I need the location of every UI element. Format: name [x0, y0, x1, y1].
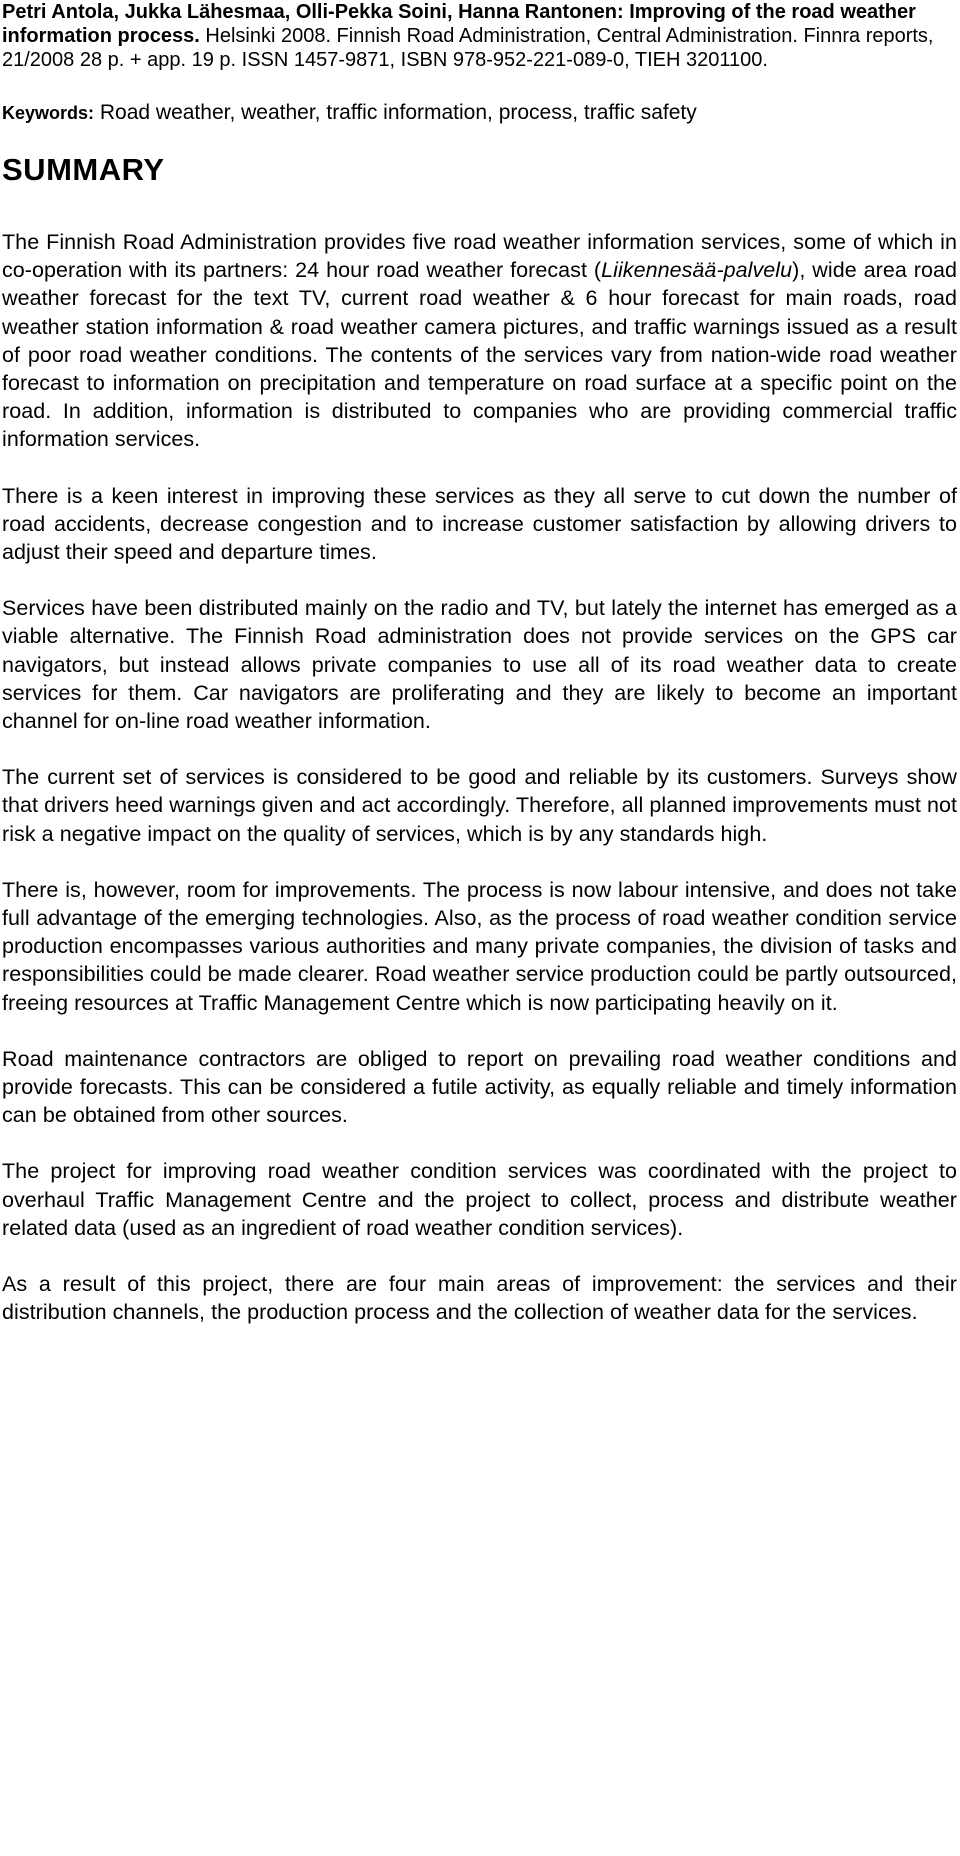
summary-paragraph-2: There is a keen interest in improving these services as they all serve to cut down the number of road accidents, decrease congestion and to increase customer satisfaction by allowing drivers to adjust their speed and departure times. [2, 483, 957, 565]
summary-paragraph-6: Road maintenance contractors are obliged to report on prevailing road weather conditions and provide forecasts. This can be considered a futile activity, as equally reliable and timely information can be obtained from other sources. [2, 1046, 957, 1128]
summary-paragraph-3: Services have been distributed mainly on the radio and TV, but lately the internet has emerged as a viable alternative. The Finnish Road administration does not provide services on the GPS car navigators, but instead allows private companies to use all of its road weather data to create services for them. Car navigators are proliferating and they are likely to become an important channel for on-line road weather information. [2, 596, 957, 734]
summary-paragraph-8: As a result of this project, there are four main areas of improvement: the services and their distribution channels, the production process and the collection of weather data for the services. [2, 1272, 957, 1325]
summary-paragraph-5: There is, however, room for improvements. The process is now labour intensive, and does not take full advantage of the emerging technologies. Also, as the process of road weather condition service production encompasses various authorities and many private companies, the division of tasks and responsibilities could be made clearer. Road weather service production could be partly outsourced, freeing resources at Traffic Management Centre which is now participating heavily on it. [2, 877, 957, 1015]
summary-paragraph-4: The current set of services is considered to be good and reliable by its customers. Surveys show that drivers heed warnings given and act accordingly. Therefore, all planned improvements must not risk a negative impact on the quality of services, which is by any standards high. [2, 765, 957, 846]
keywords-line [2, 100, 957, 126]
summary-heading: SUMMARY [2, 152, 165, 187]
citation-block [2, 0, 957, 72]
p1-italic-service-name: Liikennesää-palvelu [601, 258, 793, 283]
p1-before: The Finnish Road Administration provides five road weather information services, some of which in co-operation with its partners: 24 hour road weather forecast ( [2, 230, 957, 283]
p1-after: ), wide area road weather forecast for the text TV, current road weather & 6 hour forecast for main roads, road weather station information & road weather camera pictures, and traffic warnings issued as a result of poor road weather conditions. The contents of the services vary from nation-wide road weather forecast to information on precipitation and temperature on road surface at a specific point on the road. In addition, information is distributed to companies who are providing commercial traffic information services. [2, 258, 957, 452]
document-page [2, 0, 957, 1355]
summary-paragraph-1 [2, 228, 957, 454]
keywords-label: Keywords: [2, 103, 95, 123]
summary-body [2, 228, 957, 1327]
citation-authors-title: Petri Antola, Jukka Lähesmaa, Olli-Pekka Soini, Hanna Rantonen: Improving of the road weather information process. [2, 1, 916, 47]
summary-paragraph-7: The project for improving road weather condition services was coordinated with the project to overhaul Traffic Management Centre and the project to collect, process and distribute weather related data (used as an ingredient of road weather condition services). [2, 1159, 957, 1240]
keywords-value: Road weather, weather, traffic information, process, traffic safety [99, 101, 697, 124]
citation-publication: Helsinki 2008. Finnish Road Administration, Central Administration. Finnra reports, 21/2008 28 p. + app. 19 p. ISSN 1457-9871, ISBN 978-952-221-089-0, TIEH 3201100. [2, 25, 934, 71]
